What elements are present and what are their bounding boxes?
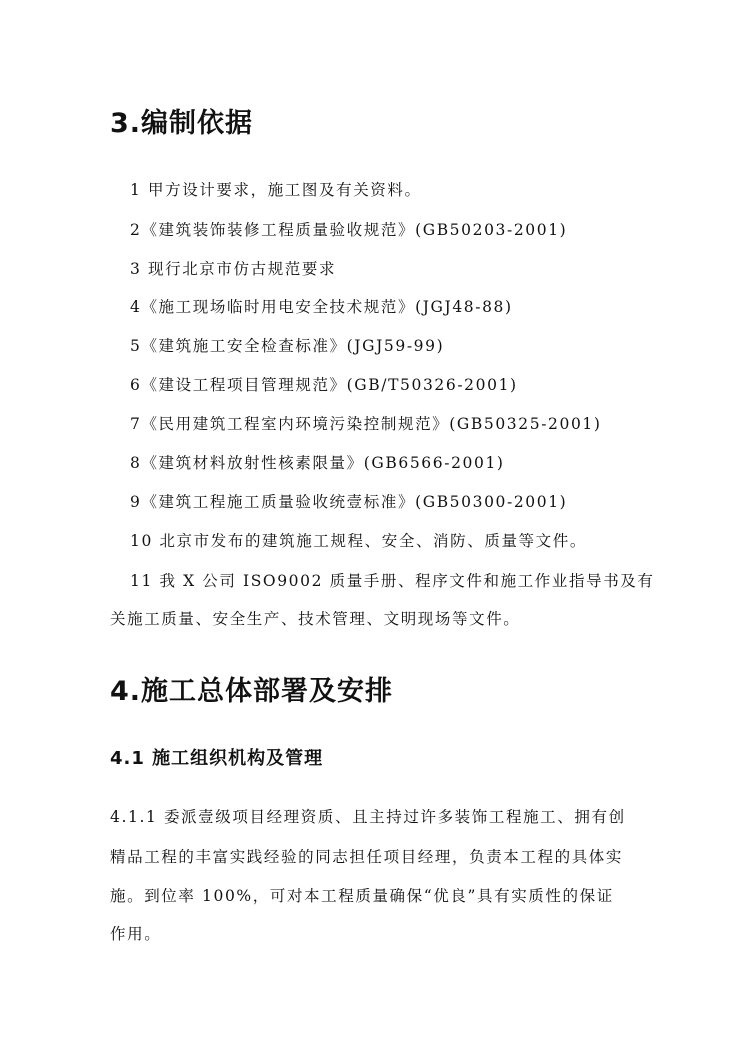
basis-item-5: 5《建筑施工安全检查标准》(JGJ59-99) [130, 337, 445, 355]
basis-item-8: 8《建筑材料放射性核素限量》(GB6566-2001) [130, 454, 505, 472]
basis-item-6: 6《建设工程项目管理规范》(GB/T50326-2001) [130, 376, 518, 394]
basis-item-1: 1 甲方设计要求，施工图及有关资料。 [130, 181, 422, 199]
basis-item-11-line-1: 11 我 X 公司 ISO9002 质量手册、程序文件和施工作业指导书及有 [130, 572, 655, 590]
basis-item-9: 9《建筑工程施工质量验收统壹标准》(GB50300-2001) [130, 493, 568, 511]
section-4-1-heading: 4.1 施工组织机构及管理 [110, 748, 324, 769]
basis-item-11-line-2: 关施工质量、安全生产、技术管理、文明现场等文件。 [110, 610, 521, 628]
basis-item-4: 4《施工现场临时用电安全技术规范》(JGJ48-88) [130, 298, 513, 316]
basis-item-7: 7《民用建筑工程室内环境污染控制规范》(GB50325-2001) [130, 415, 602, 433]
paragraph-4-1-1-line-4: 作用。 [110, 925, 162, 943]
section-3-heading: 3.编制依据 [110, 108, 254, 139]
paragraph-4-1-1-line-1: 4.1.1 委派壹级项目经理资质、且主持过许多装饰工程施工、拥有创 [110, 808, 626, 826]
paragraph-4-1-1-line-2: 精品工程的丰富实践经验的同志担任项目经理，负责本工程的具体实 [110, 848, 624, 866]
section-4-heading: 4.施工总体部署及安排 [110, 676, 394, 707]
basis-item-2: 2《建筑装饰装修工程质量验收规范》(GB50203-2001) [130, 221, 568, 239]
basis-item-3: 3 现行北京市仿古规范要求 [130, 260, 337, 278]
paragraph-4-1-1-line-3: 施。到位率 100%，可对本工程质量确保“优良”具有实质性的保证 [110, 887, 614, 905]
basis-item-10: 10 北京市发布的建筑施工规程、安全、消防、质量等文件。 [130, 532, 587, 550]
